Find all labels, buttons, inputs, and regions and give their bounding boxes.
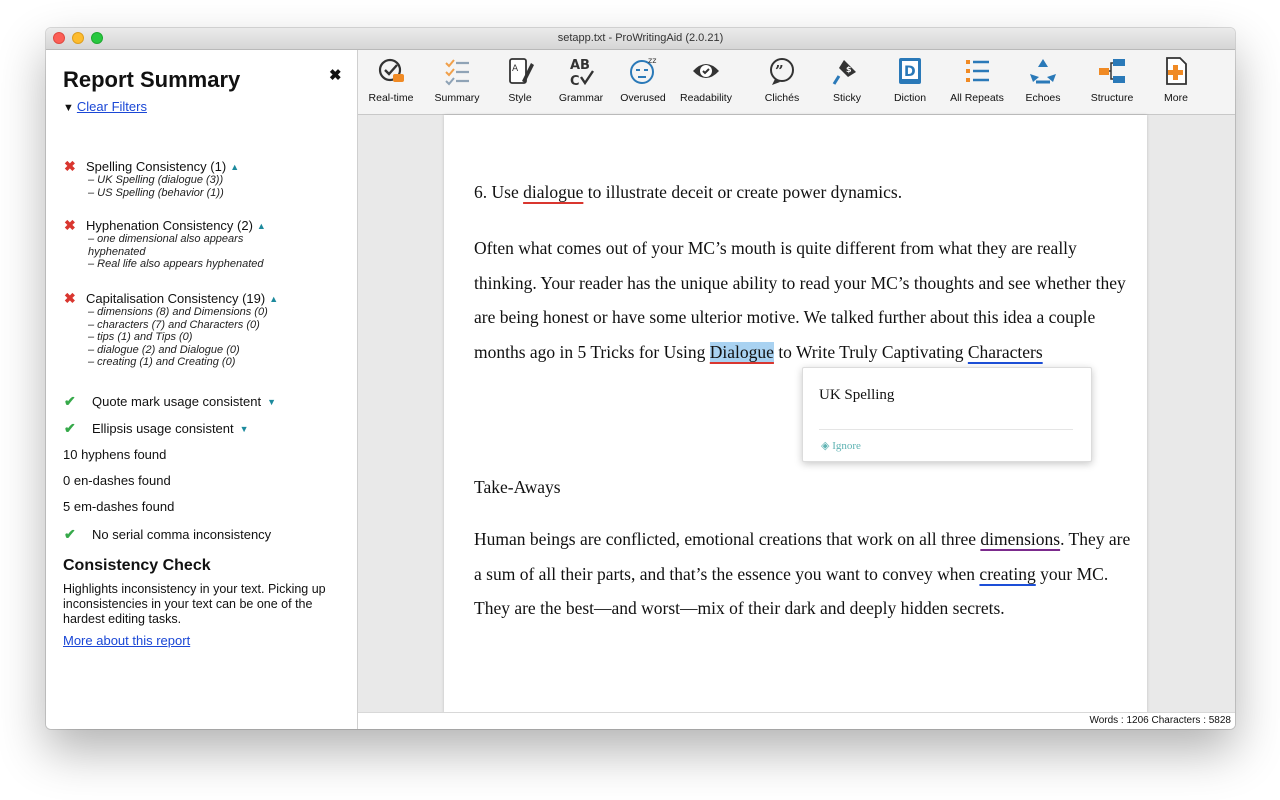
issue-detail[interactable]: – tips (1) and Tips (0) [88,331,193,343]
flagged-word[interactable]: dialogue [523,182,584,202]
tool-echoes[interactable] [1010,54,1076,104]
window-title: setapp.txt - ProWritingAid (2.0.21) [557,32,724,44]
tool-label: Grammar [558,92,604,104]
structure-tree-icon [1095,54,1129,88]
issue-label: Capitalisation Consistency (19) [86,291,266,306]
eye-slash-icon: ◈ [821,440,830,452]
collapse-caret-icon[interactable]: ▲ [230,162,240,172]
more-plus-doc-icon [1159,54,1193,88]
ok-check-icon: ✔ [64,420,76,436]
report-toolbar [358,50,1235,115]
report-sidebar [46,50,358,729]
collapse-caret-icon[interactable]: ▲ [256,221,266,231]
check-label: No serial comma inconsistency [92,527,272,542]
flagged-word[interactable]: Characters [967,341,1043,362]
check-label: Ellipsis usage consistent [92,421,234,436]
tool-label: Clichés [764,92,800,104]
tool-label: Sticky [832,92,861,104]
editor-area [358,115,1235,729]
title-bar [46,28,1235,50]
paragraph[interactable]: Often what comes out of your MC’s mouth is quite different from what they are really thinking. Your reader has the unique ability to read your MC’s thoughts and see whether they are being honest or have some ulterior motive. We talked further about this idea a couple months ago in 5 Tricks for Using Dialogue to Write Truly Captivating Characters [474,238,1126,362]
issue-spelling-consistency[interactable] [64,158,239,175]
suggestion-popup [802,367,1092,462]
error-x-icon: ✖ [64,290,76,306]
clear-filters-link[interactable]: Clear Filters [76,99,147,114]
ok-check-icon: ✔ [64,526,76,542]
expand-caret-icon[interactable]: ▼ [267,397,277,407]
issue-detail[interactable]: – US Spelling (behavior (1)) [88,186,224,199]
flagged-word-selected[interactable]: Dialogue [709,341,774,362]
svg-text:C: C [570,74,580,88]
cliches-quote-bubble-icon [765,54,799,88]
svg-text:zz: zz [648,56,657,65]
error-x-icon: ✖ [64,217,76,233]
hyphens-count: 10 hyphens found [63,447,167,462]
popup-title: UK Spelling [819,387,895,403]
issue-label: Spelling Consistency (1) [86,159,227,174]
tool-diction[interactable] [877,54,943,104]
issue-details [88,306,318,369]
more-about-report-link[interactable]: More about this report [63,633,191,648]
tool-label: Overused [620,92,666,104]
window-close-button[interactable] [53,32,65,44]
tool-label: Structure [1090,92,1134,104]
tool-label: Real-time [368,92,414,104]
paragraph[interactable]: 6. Use dialogue to illustrate deceit or create power dynamics. [474,182,903,202]
ignore-button[interactable]: ◈ Ignore [821,440,861,452]
tool-all-repeats[interactable] [944,54,1010,104]
app-window [46,28,1235,729]
close-sidebar-icon[interactable]: ✖ [329,67,342,84]
tool-label: Summary [434,92,480,104]
tool-grammar[interactable] [548,54,614,104]
filter-icon: ▼ [63,102,74,114]
window-minimize-button[interactable] [72,32,84,44]
issue-detail[interactable]: – UK Spelling (dialogue (3)) [88,174,224,186]
svg-text:$: $ [846,65,852,74]
grammar-abc-icon [564,54,598,88]
svg-text:A: A [512,64,519,74]
en-dashes-count: 0 en-dashes found [63,473,171,488]
expand-caret-icon[interactable]: ▼ [239,424,249,434]
issue-detail[interactable]: – Real life also appears hyphenated [88,258,264,270]
echoes-recycle-icon [1026,54,1060,88]
summary-checklist-icon [440,54,474,88]
report-title: Report Summary [63,67,241,92]
check-label: Quote mark usage consistent [92,394,262,409]
issue-hyphenation-consistency[interactable] [64,217,266,234]
issue-label: Hyphenation Consistency (2) [86,218,253,233]
overused-sleepy-face-icon [626,54,660,88]
tool-summary[interactable] [424,54,490,104]
flagged-word[interactable]: dimensions [980,529,1061,549]
clear-filters-row [63,99,147,114]
realtime-check-icon [374,54,408,88]
tool-cliches[interactable] [749,54,815,104]
diction-dictionary-icon [893,54,927,88]
svg-text:AB: AB [570,58,590,73]
tool-realtime[interactable] [358,54,424,104]
issue-details [88,233,298,271]
issue-detail[interactable]: – creating (1) and Creating (0) [88,356,236,368]
readability-eye-icon [689,54,723,88]
tool-style[interactable] [487,54,553,104]
status-bar [358,712,1235,729]
check-ellipsis[interactable] [64,420,249,437]
error-x-icon: ✖ [64,158,76,174]
sticky-glue-icon [830,54,864,88]
paragraph[interactable]: Human beings are conflicted, emotional creations that work on all three dimensions. They are a sum of all their parts, and that’s the essence you want to convey when creating your MC. They are the best—and worst—mix of their dark and deeply hidden secrets. [474,529,1131,618]
issue-detail[interactable]: – one dimensional also appears hyphenated [88,233,244,258]
divider [819,429,1073,430]
style-pen-icon [503,54,537,88]
window-maximize-button[interactable] [91,32,103,44]
consistency-check-description: Highlights inconsistency in your text. Picking up inconsistencies in your text can be one of the hardest editing tasks. [63,582,326,626]
tool-label: Diction [893,92,927,104]
issue-detail[interactable]: – dialogue (2) and Dialogue (0) [88,343,240,356]
tool-label: Readability [680,92,732,104]
repeats-list-icon [960,54,994,88]
em-dashes-count: 5 em-dashes found [63,499,175,514]
tool-label: More [1164,92,1188,104]
tool-label: Style [508,92,532,104]
check-serial-comma [64,526,271,543]
tool-label: Echoes [1025,92,1061,104]
tool-label: All Repeats [950,92,1004,104]
svg-text:”: ” [775,62,784,80]
issue-detail[interactable]: – dimensions (8) and Dimensions (0) [88,306,268,318]
heading[interactable]: Take-Aways [474,477,561,497]
issue-details [88,174,318,199]
tool-overused[interactable] [610,54,676,104]
tool-structure[interactable] [1079,54,1145,104]
issue-capitalisation-consistency[interactable] [64,290,278,307]
tool-sticky[interactable] [814,54,880,104]
word-character-count: Words : 1206 Characters : 5828 [1089,715,1231,726]
document-page[interactable] [444,115,1147,713]
issue-detail[interactable]: – characters (7) and Characters (0) [88,318,260,331]
ok-check-icon: ✔ [64,393,76,409]
tool-readability[interactable] [673,54,739,104]
collapse-caret-icon[interactable]: ▲ [269,294,279,304]
flagged-word[interactable]: creating [979,563,1036,584]
check-quote-marks[interactable] [64,393,276,410]
consistency-check-title: Consistency Check [63,557,211,574]
tool-more[interactable] [1143,54,1209,104]
svg-text:D: D [904,64,916,80]
